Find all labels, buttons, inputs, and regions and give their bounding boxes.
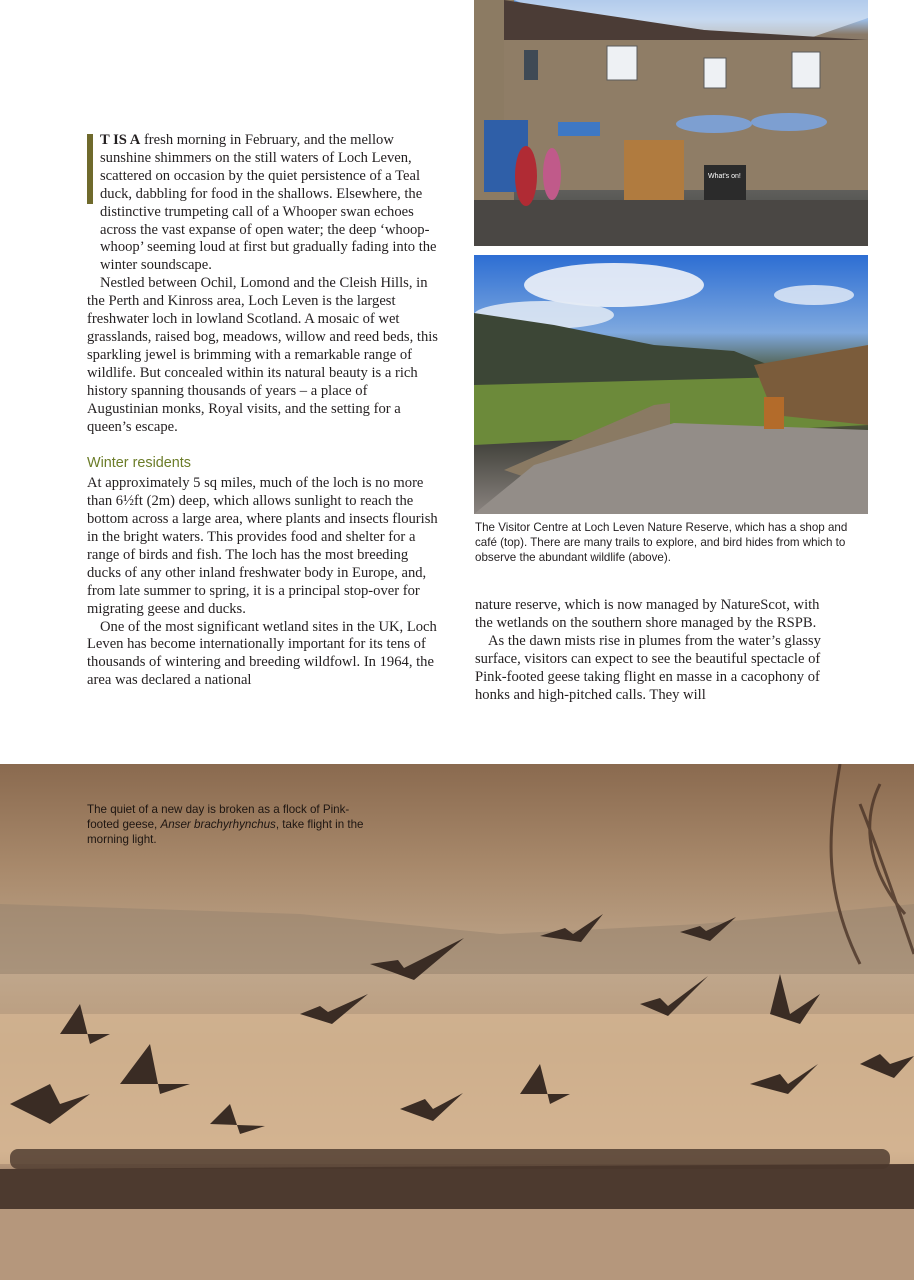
paragraph-3: At approximately 5 sq miles, much of the loch is no more than 6½ft (2m) deep, which allows sunlight to reach the bottom across a large area, where plants and insects flourish in the bright waters. This provides food and shelter for a range of birds and fish. The loch has the most breeding ducks of any other inland freshwater body in Europe, and, from late summer to spring, it is a principal stop-over for migrating geese and ducks. <box>87 475 438 617</box>
visitor-centre-photo <box>474 0 868 246</box>
visitor-pink-coat <box>543 148 561 200</box>
geese-caption <box>87 802 367 848</box>
paragraph-4: One of the most significant wetland sites in the UK, Loch Leven has become internationally important for its tens of thousands of wintering and breeding wildfowl. In 1964, the area was declared a national <box>87 618 437 689</box>
window-2 <box>607 46 637 80</box>
geese-caption-part2: , take flight in the morning light. <box>87 818 364 847</box>
article-column-left <box>87 132 439 690</box>
intro-lead: T IS A <box>100 132 141 148</box>
window-1 <box>524 50 538 80</box>
info-board <box>764 397 784 429</box>
geese-caption-species: Anser brachyrhynchus <box>160 818 276 832</box>
resting-geese-band <box>10 1149 890 1169</box>
nature-trail-illustration <box>474 255 868 514</box>
geese-caption-part1: The quiet of a new day is broken as a flock of Pink-footed geese, <box>87 803 350 832</box>
article-column-right <box>475 597 830 704</box>
mudflat <box>0 1164 914 1209</box>
subheading-winter-residents: Winter residents <box>87 455 191 472</box>
whats-on-sign: What's on! <box>708 173 741 180</box>
parasol-1 <box>676 115 752 133</box>
shop-sign <box>558 122 600 136</box>
window-4 <box>792 52 820 88</box>
cloud-3 <box>774 285 854 305</box>
right-paragraph-1: nature reserve, which is now managed by NatureScot, with the wetlands on the southern shore managed by the RSPB. <box>475 597 820 631</box>
distant-shore <box>0 904 914 974</box>
right-paragraph-2: As the dawn mists rise in plumes from the water’s glassy surface, visitors can expect to see the beautiful spectacle of Pink-footed geese taking flight en masse in a cacophony of honks and high-pitched calls. They will <box>475 632 821 703</box>
paragraph-2: Nestled between Ochil, Lomond and the Cleish Hills, in the Perth and Kinross area, Loch Leven is the largest freshwater loch in lowland Scotland. A mosaic of wet grasslands, raised bog, meadows, willow and reed beds, this sparkling jewel is brimming with a remarkable range of wildlife. But concealed within its natural beauty is a rich history spanning thousands of years – a place of Augustinian monks, Royal visits, and the setting for a queen’s escape. <box>87 275 438 435</box>
goose <box>640 976 708 1016</box>
water-reflection <box>0 1209 914 1280</box>
visitor-centre-caption: The Visitor Centre at Loch Leven Nature Reserve, which has a shop and café (top). There are many trails to explore, and bird hides from which to observe the abundant wildlife (above). <box>475 521 848 565</box>
parasol-2 <box>751 113 827 131</box>
pavement <box>474 200 868 246</box>
window-3 <box>704 58 726 88</box>
nature-trail-photo <box>474 255 868 514</box>
cloud-1 <box>524 263 704 307</box>
intro-paragraph <box>87 132 439 275</box>
visitor-centre-illustration <box>474 0 868 246</box>
wooden-kiosk <box>624 140 684 200</box>
geese-on-water <box>10 1149 890 1169</box>
visitor-red-coat <box>515 146 537 206</box>
intro-text: fresh morning in February, and the mellow sunshine shimmers on the still waters of Loch Leven, scattered on occasion by the quiet persistence of a Teal duck, dabbling for food in the shallows. Elsewhere, the distinctive trumpeting call of a Whooper swan echoes across the vast expanse of open water; the deep ‘whoop-whoop’ seeming loud at first but gradually fading into the winter soundscape. <box>100 132 437 274</box>
